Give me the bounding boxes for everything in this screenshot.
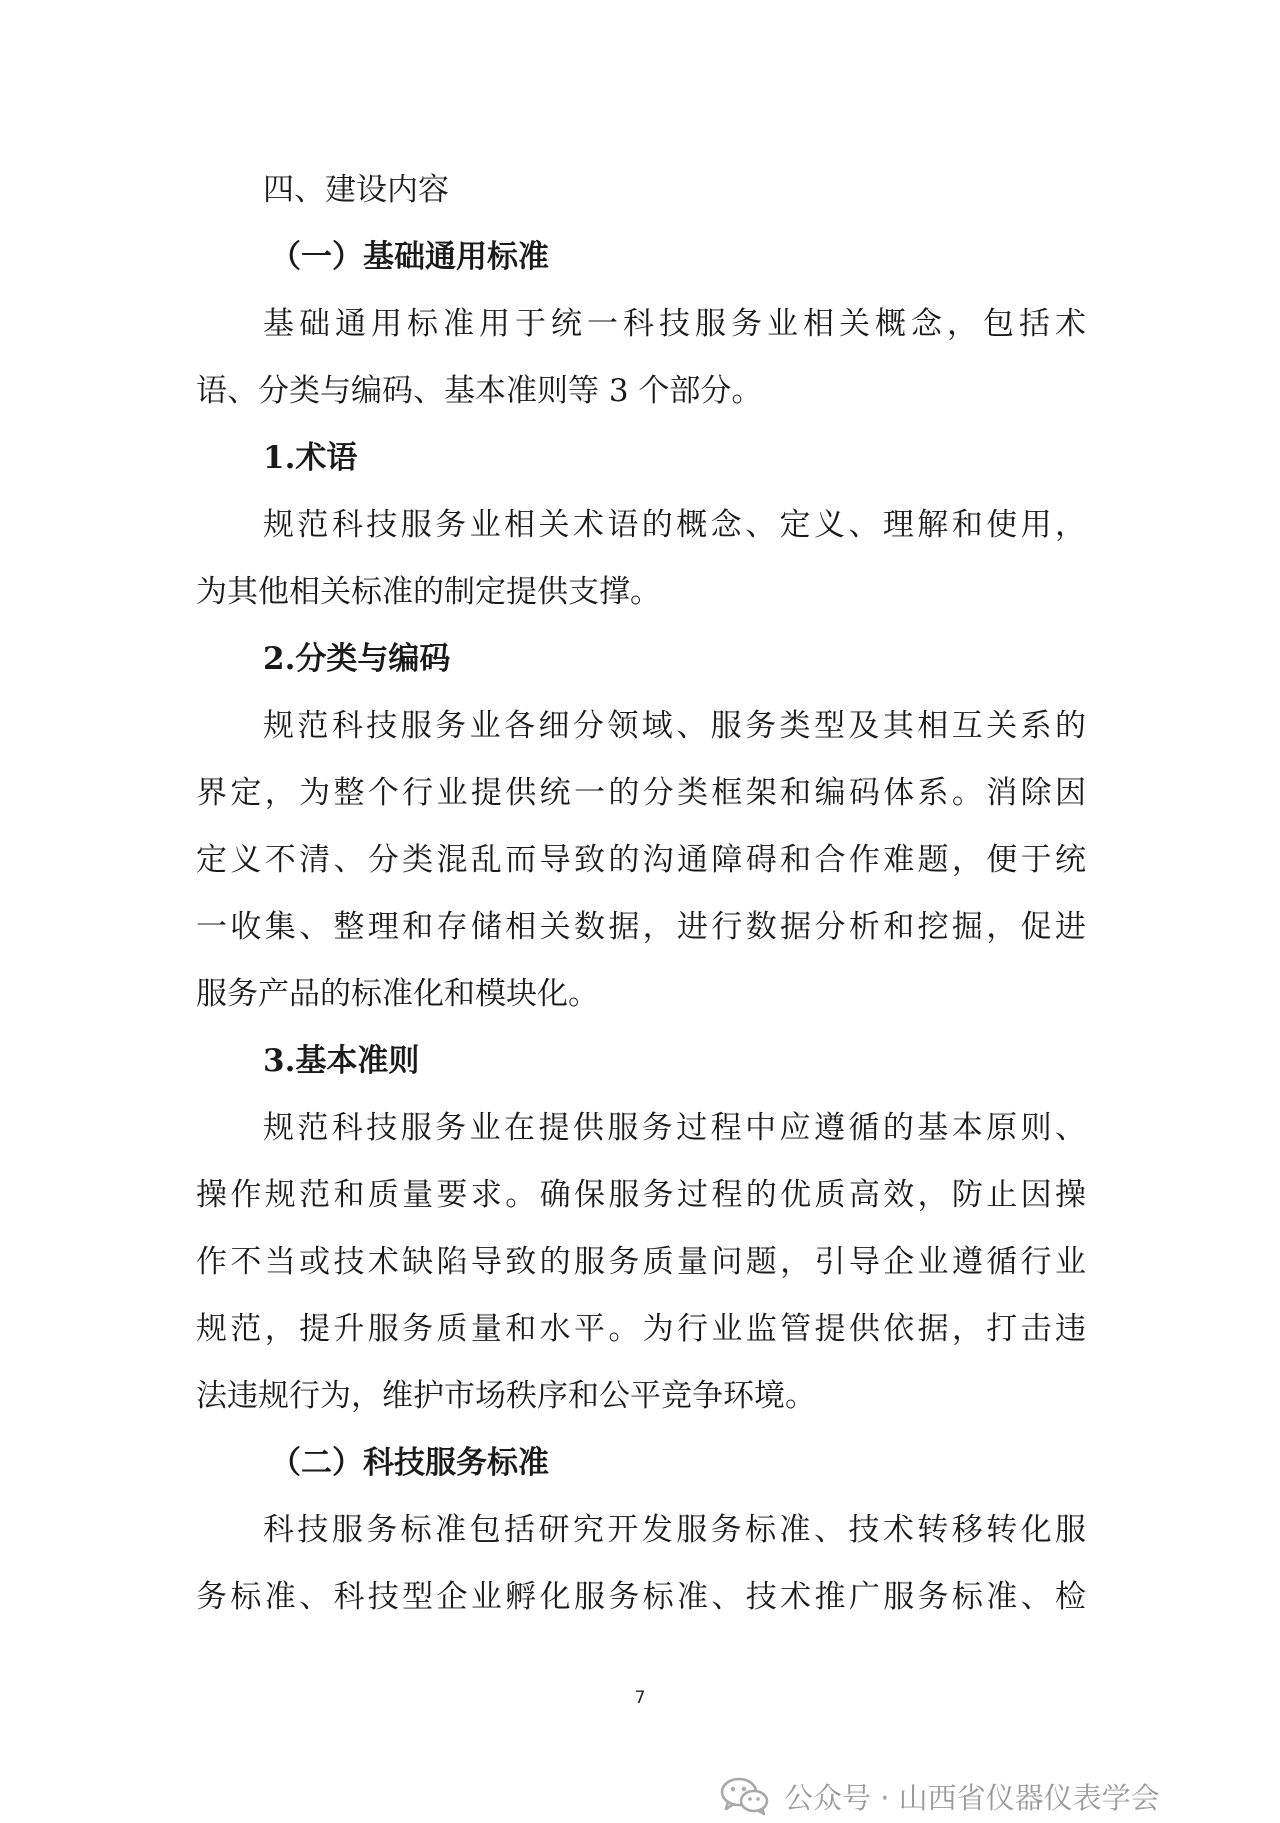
paragraph-line: 作不当或技术缺陷导致的服务质量问题，引导企业遵循行业 xyxy=(196,1244,1086,1280)
paragraph-line: 服务产品的标准化和模块化。 xyxy=(196,976,599,1012)
subsection-heading-2: （二）科技服务标准 xyxy=(270,1445,549,1481)
paragraph-line: 规范科技服务业相关术语的概念、定义、理解和使用， xyxy=(263,507,1086,543)
item-heading-1: 1.术语 xyxy=(263,440,358,476)
paragraph-line: 操作规范和质量要求。确保服务过程的优质高效，防止因操 xyxy=(196,1177,1086,1213)
paragraph-line: 规范科技服务业各细分领域、服务类型及其相互关系的 xyxy=(263,708,1086,744)
section-heading: 四、建设内容 xyxy=(263,172,449,208)
paragraph-line: 规范，提升服务质量和水平。为行业监管提供依据，打击违 xyxy=(196,1311,1086,1347)
page-number: 7 xyxy=(634,1688,646,1708)
watermark-text: 公众号 · 山西省仪器仪表学会 xyxy=(784,1780,1160,1815)
paragraph-line: 界定，为整个行业提供统一的分类框架和编码体系。消除因 xyxy=(196,775,1086,811)
paragraph-line: 科技服务标准包括研究开发服务标准、技术转移转化服 xyxy=(263,1512,1086,1548)
item-heading-3: 3.基本准则 xyxy=(263,1043,420,1079)
paragraph-line: 为其他相关标准的制定提供支撑。 xyxy=(196,574,661,610)
watermark xyxy=(720,1776,1160,1816)
paragraph-line: 基础通用标准用于统一科技服务业相关概念，包括术 xyxy=(263,306,1086,342)
paragraph-line: 语、分类与编码、基本准则等 3 个部分。 xyxy=(196,373,763,409)
paragraph-line: 务标准、科技型企业孵化服务标准、技术推广服务标准、检 xyxy=(196,1579,1086,1615)
paragraph-line: 规范科技服务业在提供服务过程中应遵循的基本原则、 xyxy=(263,1110,1086,1146)
paragraph-line: 一收集、整理和存储相关数据，进行数据分析和挖掘，促进 xyxy=(196,909,1086,945)
paragraph-line: 定义不清、分类混乱而导致的沟通障碍和合作难题，便于统 xyxy=(196,842,1086,878)
item-heading-2: 2.分类与编码 xyxy=(263,641,451,677)
paragraph-line: 法违规行为，维护市场秩序和公平竞争环境。 xyxy=(196,1378,816,1414)
wechat-icon xyxy=(720,1776,770,1816)
subsection-heading-1: （一）基础通用标准 xyxy=(270,239,549,275)
